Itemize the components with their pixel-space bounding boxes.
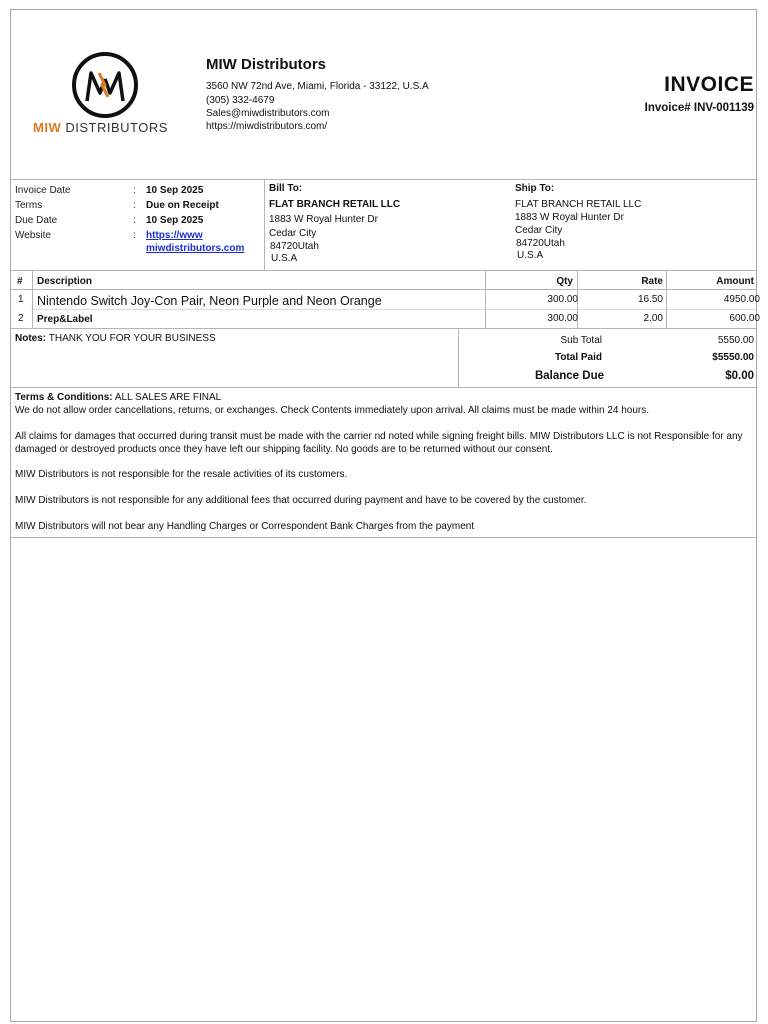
row-description: Nintendo Switch Joy-Con Pair, Neon Purple and Neon Orange — [37, 294, 382, 308]
terms-paragraph-1: We do not allow order cancellations, returns, or exchanges. Check Contents immediately upon arrival. All claims must be made within 24 hours. — [15, 405, 650, 416]
colon: : — [133, 215, 136, 226]
website-label: Website — [15, 230, 51, 241]
terms-paragraph-2: All claims for damages that occurred during transit must be made with the carrier nd noted while signing freight bills. MIW Distributors LLC is not Responsible for any damaged or destroyed products once they have left our shipping facility. No goods are to be returned without our consent. — [15, 431, 743, 455]
terms-headline — [15, 391, 750, 404]
divider — [458, 328, 459, 387]
bill-to-street: 1883 W Royal Hunter Dr — [269, 214, 378, 225]
col-header-num: # — [17, 276, 23, 287]
invoice-title: INVOICE — [664, 73, 754, 96]
invoice-date-value: 10 Sep 2025 — [146, 185, 204, 196]
invoice-page — [10, 9, 760, 1022]
invoice-date-label: Invoice Date — [15, 185, 71, 196]
divider — [11, 537, 756, 538]
row-qty: 300.00 — [547, 294, 578, 305]
notes-text: THANK YOU FOR YOUR BUSINESS — [48, 333, 216, 344]
subtotal-label: Sub Total — [560, 335, 602, 346]
bill-to-city: Cedar City — [269, 228, 317, 239]
divider — [11, 387, 756, 388]
due-date-value: 10 Sep 2025 — [146, 215, 204, 226]
row-num: 2 — [18, 313, 24, 324]
terms-final: ALL SALES ARE FINAL — [114, 392, 222, 403]
company-website[interactable]: https://miwdistributors.com/ — [206, 121, 328, 132]
terms-label: Terms & Conditions: — [15, 392, 113, 403]
divider — [485, 270, 486, 328]
ship-to-street: 1883 W Royal Hunter Dr — [515, 212, 624, 223]
ship-to-zip-state: 84720Utah — [516, 238, 565, 249]
brand-distributors: DISTRIBUTORS — [65, 120, 168, 135]
bill-to-country: U.S.A — [271, 253, 298, 264]
row-rate: 16.50 — [637, 294, 663, 305]
balance-due-label: Balance Due — [534, 370, 604, 382]
terms-value: Due on Receipt — [146, 200, 219, 211]
row-amount: 600.00 — [729, 313, 760, 324]
divider — [32, 270, 33, 328]
divider — [264, 179, 265, 270]
ship-to-country: U.S.A — [517, 250, 544, 261]
terms-paragraph-4: MIW Distributors is not responsible for any additional fees that occurred during payment and have to be covered by the customer. — [15, 495, 587, 506]
bill-to-zip-state: 84720Utah — [270, 241, 319, 252]
company-phone: (305) 332-4679 — [206, 95, 275, 106]
bill-to-label: Bill To: — [269, 183, 303, 194]
ship-to-name: FLAT BRANCH RETAIL LLC — [515, 199, 642, 210]
terms-paragraph-3: MIW Distributors is not responsible for the resale activities of its customers. — [15, 469, 348, 480]
divider — [11, 328, 756, 329]
notes-label: Notes: — [15, 333, 47, 344]
col-header-qty: Qty — [556, 276, 573, 287]
col-header-description: Description — [37, 276, 93, 287]
brand-miw: MIW — [33, 120, 62, 135]
terms-paragraph-5: MIW Distributors will not bear any Handling Charges or Correspondent Bank Charges from the payment — [15, 521, 475, 532]
row-qty: 300.00 — [547, 313, 578, 324]
due-date-label: Due Date — [15, 215, 58, 226]
invoice-number: Invoice# INV-001139 — [644, 102, 754, 114]
col-header-rate: Rate — [641, 276, 663, 287]
brand-wordmark — [33, 120, 168, 135]
ship-to-label: Ship To: — [515, 183, 555, 194]
row-num: 1 — [18, 294, 24, 305]
miw-logo-icon — [69, 51, 141, 119]
total-paid-value: $5550.00 — [712, 352, 754, 363]
divider — [666, 270, 667, 328]
row-rate: 2.00 — [643, 313, 663, 324]
website-link-line1[interactable]: https://www — [146, 230, 203, 241]
divider — [11, 289, 756, 290]
terms-label: Terms — [15, 200, 43, 211]
company-email[interactable]: Sales@miwdistributors.com — [206, 108, 330, 119]
divider — [11, 179, 756, 180]
col-header-amount: Amount — [716, 276, 754, 287]
ship-to-city: Cedar City — [515, 225, 563, 236]
divider — [31, 309, 756, 310]
row-amount: 4950.00 — [723, 294, 760, 305]
subtotal-value: 5550.00 — [717, 335, 754, 346]
balance-due-value: $0.00 — [725, 370, 754, 382]
total-paid-label: Total Paid — [554, 352, 602, 363]
colon: : — [133, 230, 136, 241]
bill-to-name: FLAT BRANCH RETAIL LLC — [269, 199, 401, 210]
divider — [11, 270, 756, 271]
company-name: MIW Distributors — [206, 56, 326, 73]
row-description: Prep&Label — [37, 314, 93, 325]
colon: : — [133, 185, 136, 196]
website-link-line2[interactable]: miwdistributors.com — [146, 243, 245, 254]
notes — [15, 333, 216, 344]
colon: : — [133, 200, 136, 211]
company-address: 3560 NW 72nd Ave, Miami, Florida - 33122, U.S.A — [206, 81, 429, 92]
